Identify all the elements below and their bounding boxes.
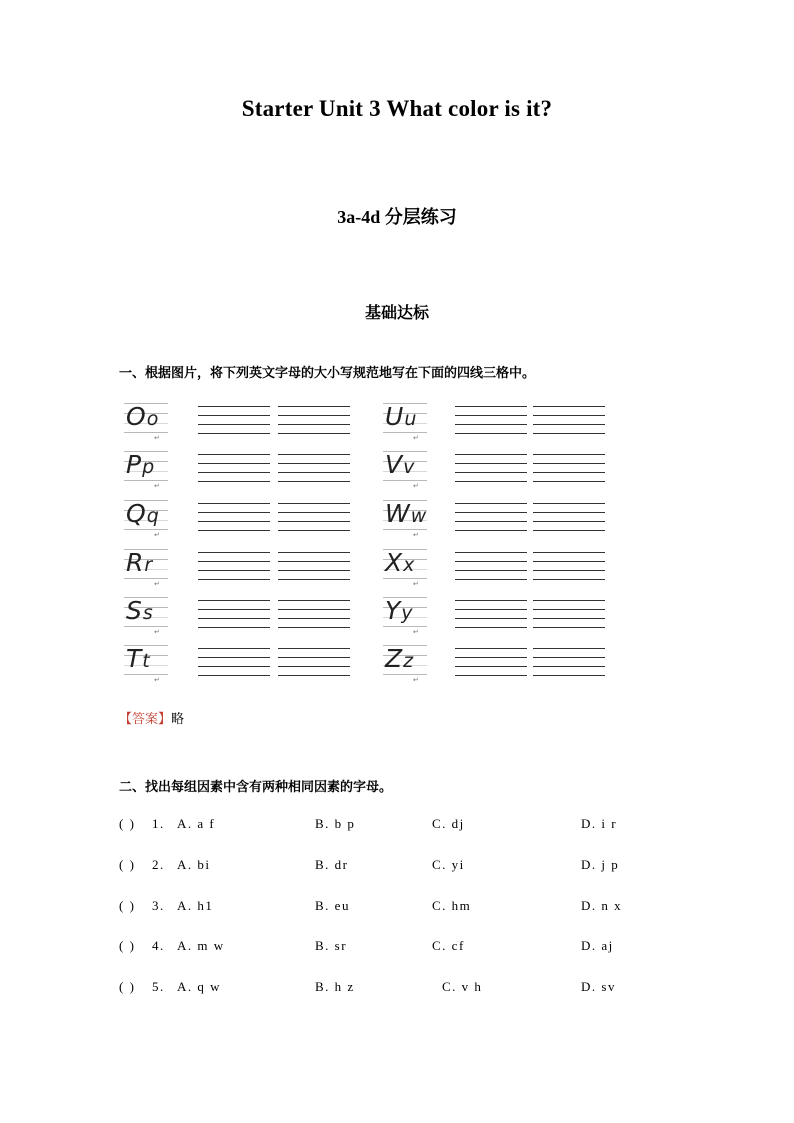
writing-line: [533, 570, 605, 571]
lowercase-letter: u: [404, 408, 418, 430]
writing-lines[interactable]: [278, 503, 350, 533]
writing-line: [455, 406, 527, 407]
option-c: C. cf: [432, 938, 465, 953]
writing-line: [278, 406, 350, 407]
writing-line: [455, 570, 527, 571]
writing-line: [455, 521, 527, 522]
writing-line: [198, 521, 270, 522]
option-c: C. dj: [432, 816, 465, 831]
writing-lines[interactable]: [278, 648, 350, 678]
writing-line: [198, 600, 270, 601]
writing-lines[interactable]: [198, 600, 270, 630]
writing-line: [278, 503, 350, 504]
writing-line: [198, 579, 270, 580]
writing-line: [455, 579, 527, 580]
writing-line: [198, 627, 270, 628]
writing-line: [533, 579, 605, 580]
writing-line: [278, 512, 350, 513]
uppercase-letter: X: [385, 548, 404, 577]
answer-blank[interactable]: ( ): [119, 898, 136, 913]
writing-line: [533, 618, 605, 619]
writing-line: [198, 570, 270, 571]
letter-pair: [126, 596, 154, 628]
writing-lines[interactable]: [533, 648, 605, 678]
writing-line: [278, 530, 350, 531]
writing-line: [278, 424, 350, 425]
writing-line: [455, 415, 527, 416]
question-number: 1.: [152, 816, 165, 831]
option-d: D. aj: [581, 938, 614, 953]
writing-line: [455, 609, 527, 610]
section-heading: 基础达标: [364, 303, 429, 322]
writing-line: [533, 433, 605, 434]
letter-sample-x: [383, 546, 433, 588]
writing-line: [278, 609, 350, 610]
writing-line: [533, 454, 605, 455]
writing-lines[interactable]: [278, 406, 350, 436]
uppercase-letter: P: [126, 450, 143, 479]
return-mark-icon: ↵: [154, 580, 160, 588]
return-mark-icon: ↵: [413, 676, 419, 684]
writing-line: [278, 579, 350, 580]
uppercase-letter: O: [126, 402, 147, 431]
lowercase-letter: q: [146, 505, 160, 527]
writing-line: [533, 627, 605, 628]
letter-sample-t: [124, 642, 174, 684]
writing-line: [455, 512, 527, 513]
writing-line: [198, 454, 270, 455]
writing-line: [533, 424, 605, 425]
lowercase-letter: x: [403, 554, 416, 576]
writing-lines[interactable]: [455, 454, 527, 484]
writing-line: [198, 481, 270, 482]
writing-line: [533, 609, 605, 610]
writing-line: [198, 648, 270, 649]
question-number: 3.: [152, 898, 165, 913]
writing-line: [278, 657, 350, 658]
return-mark-icon: ↵: [154, 628, 160, 636]
letter-sample-z: [383, 642, 433, 684]
writing-line: [278, 521, 350, 522]
lowercase-letter: r: [144, 554, 154, 576]
letter-sample-s: [124, 594, 174, 636]
answer-tag: 【答案】: [119, 712, 172, 727]
writing-line: [198, 415, 270, 416]
return-mark-icon: ↵: [413, 531, 419, 539]
writing-lines[interactable]: [455, 406, 527, 436]
option-d: D. i r: [581, 816, 618, 831]
option-b: B. eu: [315, 898, 350, 913]
writing-line: [198, 433, 270, 434]
writing-line: [455, 657, 527, 658]
return-mark-icon: ↵: [413, 628, 419, 636]
writing-line: [533, 481, 605, 482]
uppercase-letter: Y: [385, 596, 402, 625]
writing-line: [533, 552, 605, 553]
page-title: Starter Unit 3 What color is it?: [241, 96, 553, 121]
option-b: B. dr: [315, 857, 349, 872]
writing-line: [455, 561, 527, 562]
writing-line: [455, 627, 527, 628]
writing-lines[interactable]: [455, 648, 527, 678]
writing-lines[interactable]: [455, 600, 527, 630]
writing-line: [455, 530, 527, 531]
uppercase-letter: R: [126, 548, 145, 577]
writing-line: [455, 472, 527, 473]
writing-line: [278, 454, 350, 455]
lowercase-letter: y: [401, 602, 414, 624]
option-a: A. q w: [177, 979, 222, 994]
return-mark-icon: ↵: [413, 580, 419, 588]
lowercase-letter: s: [142, 602, 154, 624]
return-mark-icon: ↵: [154, 531, 160, 539]
writing-line: [278, 472, 350, 473]
letter-pair: [126, 499, 160, 531]
letter-sample-w: [383, 497, 433, 539]
letter-sample-y: [383, 594, 433, 636]
writing-lines[interactable]: [533, 600, 605, 630]
writing-line: [198, 503, 270, 504]
writing-line: [455, 618, 527, 619]
return-mark-icon: ↵: [154, 434, 160, 442]
lowercase-letter: z: [403, 650, 415, 672]
writing-line: [455, 433, 527, 434]
uppercase-letter: U: [385, 402, 405, 431]
writing-line: [533, 657, 605, 658]
writing-lines[interactable]: [533, 552, 605, 582]
uppercase-letter: S: [126, 596, 143, 625]
writing-line: [198, 657, 270, 658]
writing-line: [533, 521, 605, 522]
question-1-title: 一、根据图片，将下列英文字母的大小写规范地写在下面的四线三格中。: [119, 366, 536, 381]
letter-pair: [385, 548, 415, 580]
writing-line: [198, 530, 270, 531]
writing-lines[interactable]: [533, 454, 605, 484]
question-number: 5.: [152, 979, 165, 994]
writing-line: [455, 454, 527, 455]
option-a: A. bi: [177, 857, 211, 872]
letter-pair: [126, 450, 155, 482]
uppercase-letter: T: [126, 644, 143, 673]
writing-line: [278, 415, 350, 416]
lowercase-letter: v: [403, 456, 416, 478]
option-d: D. j p: [581, 857, 620, 872]
writing-line: [198, 561, 270, 562]
uppercase-letter: Z: [385, 644, 404, 673]
writing-line: [455, 600, 527, 601]
writing-line: [198, 472, 270, 473]
question-number: 4.: [152, 938, 165, 953]
writing-line: [533, 600, 605, 601]
writing-line: [533, 406, 605, 407]
writing-line: [278, 627, 350, 628]
letter-pair: [385, 402, 417, 434]
writing-line: [455, 666, 527, 667]
letter-pair: [126, 402, 159, 434]
writing-line: [198, 552, 270, 553]
page-subtitle: 3a-4d 分层练习: [337, 207, 457, 227]
answer-text: 略: [171, 712, 185, 727]
writing-line: [533, 675, 605, 676]
option-b: B. b p: [315, 816, 356, 831]
writing-line: [533, 530, 605, 531]
writing-line: [533, 472, 605, 473]
writing-line: [455, 481, 527, 482]
writing-line: [278, 600, 350, 601]
writing-line: [198, 463, 270, 464]
letter-sample-u: [383, 400, 433, 442]
writing-line: [198, 406, 270, 407]
writing-line: [278, 561, 350, 562]
option-b: B. sr: [315, 938, 348, 953]
writing-line: [278, 433, 350, 434]
writing-line: [455, 463, 527, 464]
answer-blank[interactable]: ( ): [119, 979, 136, 994]
question-2-title: 二、找出每组因素中含有两种相同因素的字母。: [119, 780, 393, 795]
writing-lines[interactable]: [533, 406, 605, 436]
letter-pair: [385, 596, 414, 628]
uppercase-letter: W: [385, 499, 411, 528]
option-c: C. hm: [432, 898, 472, 913]
question-number: 2.: [152, 857, 165, 872]
writing-lines[interactable]: [455, 503, 527, 533]
writing-lines[interactable]: [455, 552, 527, 582]
return-mark-icon: ↵: [154, 482, 160, 490]
answer-blank[interactable]: ( ): [119, 816, 136, 831]
writing-line: [198, 512, 270, 513]
option-c: C. yi: [432, 857, 465, 872]
option-c: C. v h: [442, 979, 483, 994]
option-d: D. sv: [581, 979, 616, 994]
letter-pair: [385, 644, 414, 676]
writing-line: [198, 424, 270, 425]
writing-line: [278, 648, 350, 649]
writing-lines[interactable]: [198, 406, 270, 436]
writing-line: [198, 666, 270, 667]
writing-line: [278, 675, 350, 676]
lowercase-letter: p: [142, 456, 156, 478]
writing-line: [455, 424, 527, 425]
answer-blank[interactable]: ( ): [119, 938, 136, 953]
writing-line: [533, 415, 605, 416]
letter-sample-v: [383, 448, 433, 490]
writing-lines[interactable]: [198, 648, 270, 678]
writing-lines[interactable]: [278, 600, 350, 630]
writing-line: [278, 463, 350, 464]
uppercase-letter: V: [385, 450, 404, 479]
letter-pair: [385, 450, 415, 482]
writing-line: [278, 666, 350, 667]
letter-sample-q: [124, 497, 174, 539]
writing-line: [278, 618, 350, 619]
writing-line: [533, 463, 605, 464]
writing-line: [455, 648, 527, 649]
option-b: B. h z: [315, 979, 355, 994]
letter-sample-o: [124, 400, 174, 442]
writing-line: [278, 570, 350, 571]
writing-lines[interactable]: [198, 503, 270, 533]
writing-lines[interactable]: [198, 552, 270, 582]
writing-line: [533, 666, 605, 667]
uppercase-letter: Q: [126, 499, 147, 528]
letter-sample-r: [124, 546, 174, 588]
letter-pair: [126, 548, 153, 580]
option-d: D. n x: [581, 898, 623, 913]
letter-pair: [385, 499, 427, 531]
writing-line: [455, 552, 527, 553]
writing-line: [198, 609, 270, 610]
return-mark-icon: ↵: [413, 482, 419, 490]
return-mark-icon: ↵: [413, 434, 419, 442]
writing-lines[interactable]: [278, 454, 350, 484]
writing-line: [198, 675, 270, 676]
writing-line: [455, 503, 527, 504]
writing-line: [455, 675, 527, 676]
writing-line: [198, 618, 270, 619]
lowercase-letter: t: [142, 650, 151, 672]
letter-sample-p: [124, 448, 174, 490]
writing-line: [278, 552, 350, 553]
answer-line: [119, 708, 184, 727]
writing-line: [278, 481, 350, 482]
writing-lines[interactable]: [533, 503, 605, 533]
writing-line: [533, 648, 605, 649]
return-mark-icon: ↵: [154, 676, 160, 684]
lowercase-letter: o: [146, 408, 160, 430]
option-a: A. m w: [177, 938, 225, 953]
option-a: A. a f: [177, 816, 216, 831]
writing-lines[interactable]: [278, 552, 350, 582]
lowercase-letter: w: [410, 505, 428, 527]
writing-line: [533, 512, 605, 513]
writing-lines[interactable]: [198, 454, 270, 484]
writing-line: [533, 503, 605, 504]
writing-line: [533, 561, 605, 562]
answer-blank[interactable]: ( ): [119, 857, 136, 872]
letter-pair: [126, 644, 151, 676]
option-a: A. h1: [177, 898, 214, 913]
